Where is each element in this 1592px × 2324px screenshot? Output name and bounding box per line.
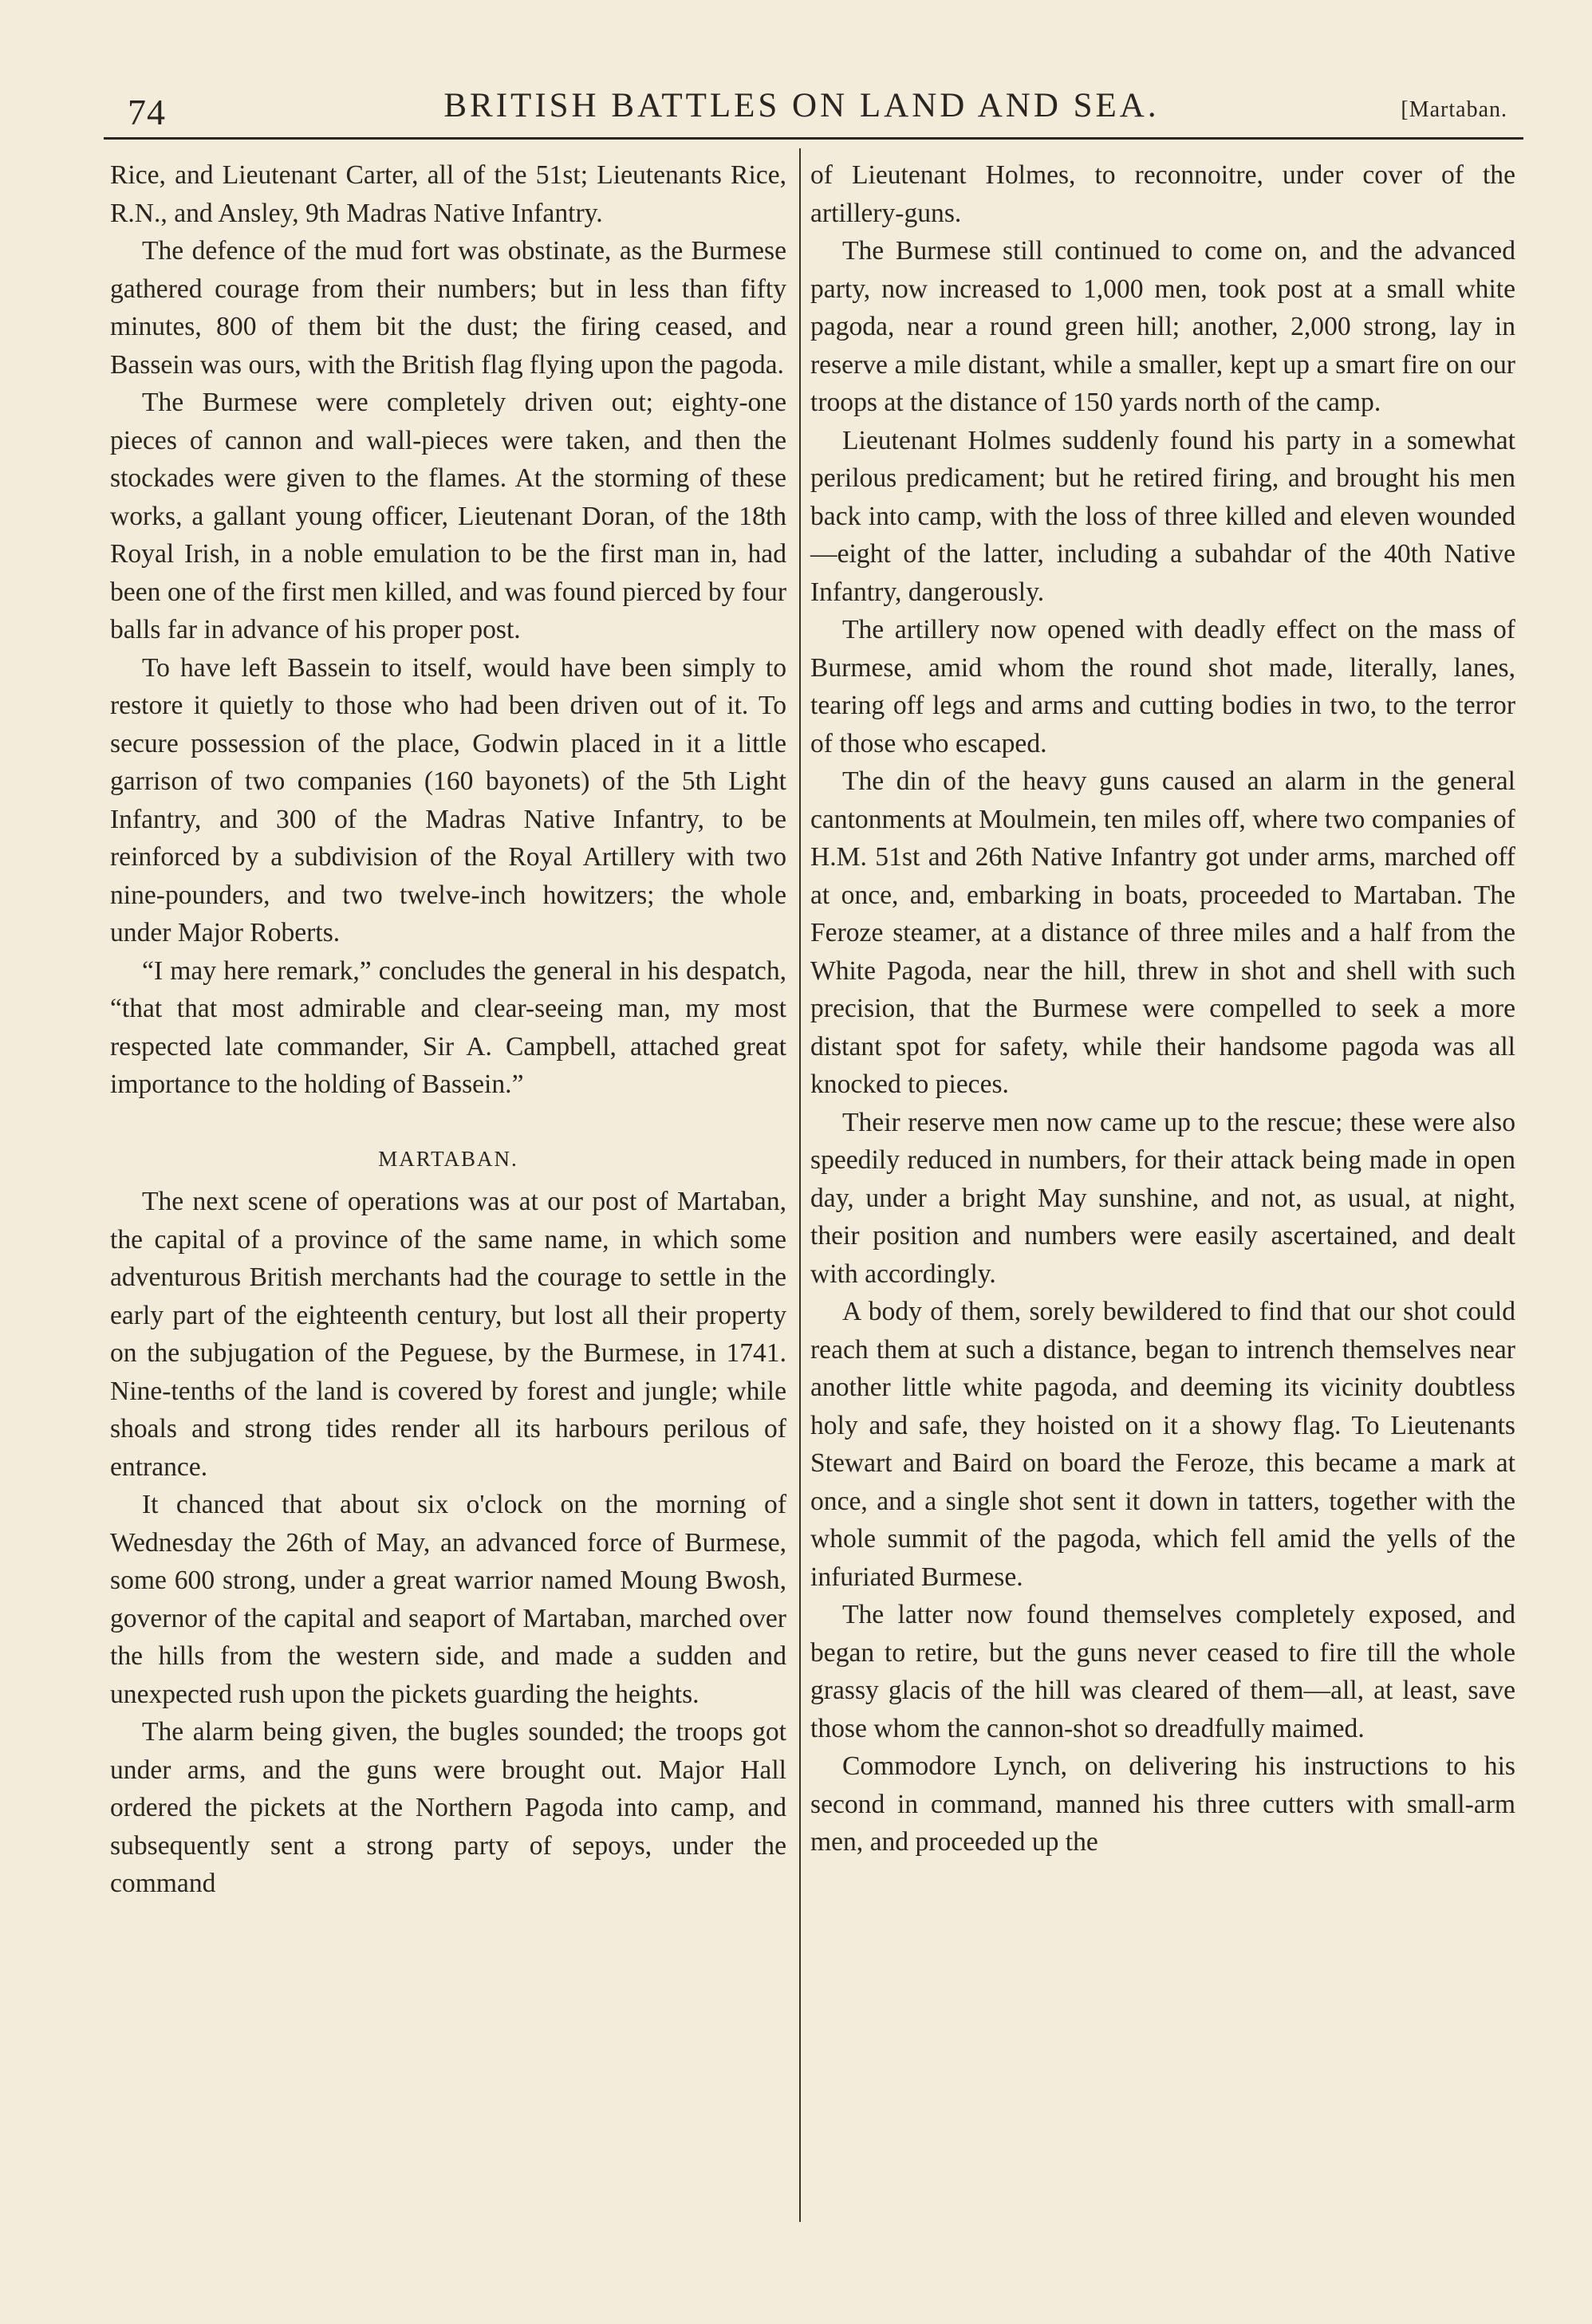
left-column bbox=[110, 156, 786, 1903]
running-title: BRITISH BATTLES ON LAND AND SEA. bbox=[443, 87, 1160, 124]
paragraph: of Lieutenant Holmes, to reconnoitre, under cover of the artillery-guns. bbox=[810, 160, 1515, 228]
paragraph: Commodore Lynch, on delivering his instructions to his second in command, manned his three cutters with small-arm men, and proceeded up the bbox=[810, 1751, 1515, 1857]
paragraph: To have left Bassein to itself, would have been simply to restore it quietly to those who had been driven out of it. To secure possession of the place, Godwin placed in it a little garrison of two companies (160 bayonets) of the 5th Light Infantry, and 300 of the Madras Native Infantry, to be reinforced by a subdivision of the Royal Artillery with two nine-pounders, and two twelve-inch howitzers; the whole under Major Roberts. bbox=[110, 652, 786, 947]
paragraph: The artillery now opened with deadly effect on the mass of Burmese, amid whom the round shot made, literally, lanes, tearing off legs and arms and cutting bodies in two, to the terror of those who escaped. bbox=[810, 615, 1515, 758]
section-tag: [Martaban. bbox=[1401, 97, 1507, 122]
column-divider bbox=[799, 148, 801, 2222]
paragraph: The latter now found themselves completely exposed, and began to retire, but the guns never ceased to fire till the whole grassy glacis of the hill was cleared of them—all, at least, save those whom the cannon-shot so dreadfully maimed. bbox=[810, 1600, 1515, 1743]
paragraph: A body of them, sorely bewildered to find that our shot could reach them at such a distance, began to intrench themselves near another little white pagoda, and deeming its vicinity doubtless holy and safe, they hoisted on it a showy flag. To Lieutenants Stewart and Baird on board the Feroze, this became a mark at once, and a single shot sent it down in tatters, together with the whole summit of the pagoda, which fell amid the yells of the infuriated Burmese. bbox=[810, 1297, 1515, 1592]
paragraph: “I may here remark,” concludes the general in his despatch, “that that most admirable and clear-seeing man, my most respected late commander, Sir A. Campbell, attached great importance to the holding of Bassein.” bbox=[110, 955, 786, 1099]
paragraph: The Burmese still continued to come on, and the advanced party, now increased to 1,000 men, took post at a small white pagoda, near a round green hill; another, 2,000 strong, lay in reserve a mile distant, while a smaller, kept up a smart fire on our troops at the distance of 150 yards north of the camp. bbox=[810, 236, 1515, 417]
paragraph: It chanced that about six o'clock on the morning of Wednesday the 26th of May, an advanced force of Burmese, some 600 strong, under a great warrior named Moung Bwosh, governor of the capital and seaport of Martaban, marched over the hills from the western side, and made a sudden and unexpected rush upon the pickets guarding the heights. bbox=[110, 1490, 786, 1709]
header-rule bbox=[104, 137, 1523, 140]
page-header bbox=[104, 86, 1507, 134]
section-heading: MARTABAN. bbox=[378, 1146, 518, 1171]
paragraph: The Burmese were completely driven out; eighty-one pieces of cannon and wall-pieces were taken, and then the stockades were given to the flames. At the storming of these works, a gallant young officer, Lieutenant Doran, of the 18th Royal Irish, in a noble emulation to be the first man in, had been one of the first men killed, and was found pierced by four balls far in advance of his proper post. bbox=[110, 388, 786, 644]
paragraph: The next scene of operations was at our post of Martaban, the capital of a province of the same name, in which some adventurous British merchants had the courage to settle in the early part of the eighteenth century, but lost all their property on the subjugation of the Peguese, by the Burmese, in 1741. Nine-tenths of the land is covered by forest and jungle; while shoals and strong tides render all its harbours perilous of entrance. bbox=[110, 1187, 786, 1482]
paragraph: The alarm being given, the bugles sounded; the troops got under arms, and the guns were brought out. Major Hall ordered the pickets at the Northern Pagoda into camp, and subsequently sent a strong party of sepoys, under the command bbox=[110, 1717, 786, 1898]
paragraph: Rice, and Lieutenant Carter, all of the 51st; Lieutenants Rice, R.N., and Ansley, 9th Madras Native Infantry. bbox=[110, 160, 786, 228]
paragraph: Lieutenant Holmes suddenly found his party in a somewhat perilous predicament; but he retired firing, and brought his men back into camp, with the loss of three killed and eleven wounded—eight of the latter, including a subahdar of the 40th Native Infantry, dangerously. bbox=[810, 425, 1515, 607]
right-column bbox=[810, 156, 1515, 1861]
paragraph: The din of the heavy guns caused an alarm in the general cantonments at Moulmein, ten miles off, where two companies of H.M. 51st and 26th Native Infantry got under arms, marched off at once, and, embarking in boats, proceeded to Martaban. The Feroze steamer, at a distance of three miles and a half from the White Pagoda, near the hill, threw in shot and shell with such precision, that the Burmese were compelled to seek a more distant spot for safety, while their handsome pagoda was all knocked to pieces. bbox=[810, 766, 1515, 1099]
paragraph: The defence of the mud fort was obstinate, as the Burmese gathered courage from their numbers; but in less than fifty minutes, 800 of them bit the dust; the firing ceased, and Bassein was ours, with the British flag flying upon the pagoda. bbox=[110, 236, 786, 380]
page-number: 74 bbox=[128, 92, 166, 132]
paragraph: Their reserve men now came up to the rescue; these were also speedily reduced in numbers, for their attack being made in open day, under a bright May sunshine, and not, as usual, at night, their position and numbers were easily ascertained, and dealt with accordingly. bbox=[810, 1107, 1515, 1289]
